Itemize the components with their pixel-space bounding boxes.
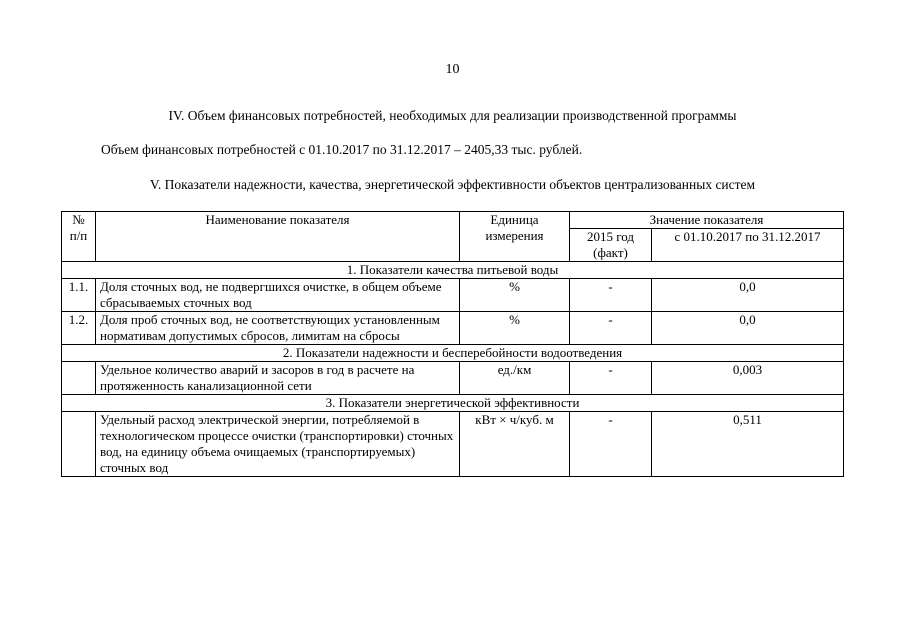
- row-value-period: 0,0: [652, 312, 844, 345]
- row-no: 1.2.: [62, 312, 96, 345]
- indicators-table: [61, 211, 844, 477]
- table-row: [62, 279, 844, 312]
- group-title: 1. Показатели качества питьевой воды: [62, 262, 844, 279]
- table-row: [62, 412, 844, 477]
- page-number: 10: [445, 62, 460, 77]
- row-unit: ед./км: [460, 362, 570, 395]
- row-value-period: 0,0: [652, 279, 844, 312]
- group-row: [62, 345, 844, 362]
- group-row: [62, 262, 844, 279]
- row-name: Удельный расход электрической энергии, потребляемой в технологическом процессе очистки (транспортировки) сточных вод, на единицу объема очищаемых (транспортируемых) сточных вод: [96, 412, 460, 477]
- row-value-2015: -: [570, 279, 652, 312]
- header-value: Значение показателя: [570, 212, 844, 229]
- row-value-2015: -: [570, 312, 652, 345]
- table-row: [62, 362, 844, 395]
- header-name: Наименование показателя: [96, 212, 460, 262]
- row-name: Удельное количество аварий и засоров в год в расчете на протяженность канализационной сети: [96, 362, 460, 395]
- section-heading-financial-needs: IV. Объем финансовых потребностей, необходимых для реализации производственной программы: [168, 108, 737, 123]
- table-header-row: [62, 212, 844, 229]
- row-value-2015: -: [570, 362, 652, 395]
- row-no: [62, 362, 96, 395]
- row-name: Доля проб сточных вод, не соответствующих установленным нормативам допустимых сбросов, лимитам на сбросы: [96, 312, 460, 345]
- section-heading-indicators: V. Показатели надежности, качества, энергетической эффективности объектов централизованных систем: [149, 177, 756, 192]
- header-year-2015: 2015 год (факт): [570, 229, 652, 262]
- row-name: Доля сточных вод, не подвергшихся очистке, в общем объеме сбрасываемых сточных вод: [96, 279, 460, 312]
- header-period: с 01.10.2017 по 31.12.2017: [652, 229, 844, 262]
- group-row: [62, 395, 844, 412]
- row-no: [62, 412, 96, 477]
- row-unit: %: [460, 279, 570, 312]
- row-no: 1.1.: [62, 279, 96, 312]
- group-title: 3. Показатели энергетической эффективности: [62, 395, 844, 412]
- financial-needs-statement: Объем финансовых потребностей с 01.10.2017 по 31.12.2017 – 2405,33 тыс. рублей.: [101, 142, 583, 157]
- header-no: № п/п: [62, 212, 96, 262]
- row-unit: %: [460, 312, 570, 345]
- row-unit: кВт × ч/куб. м: [460, 412, 570, 477]
- row-value-2015: -: [570, 412, 652, 477]
- row-value-period: 0,003: [652, 362, 844, 395]
- header-unit: Единица измерения: [460, 212, 570, 262]
- group-title: 2. Показатели надежности и бесперебойности водоотведения: [62, 345, 844, 362]
- row-value-period: 0,511: [652, 412, 844, 477]
- table-row: [62, 312, 844, 345]
